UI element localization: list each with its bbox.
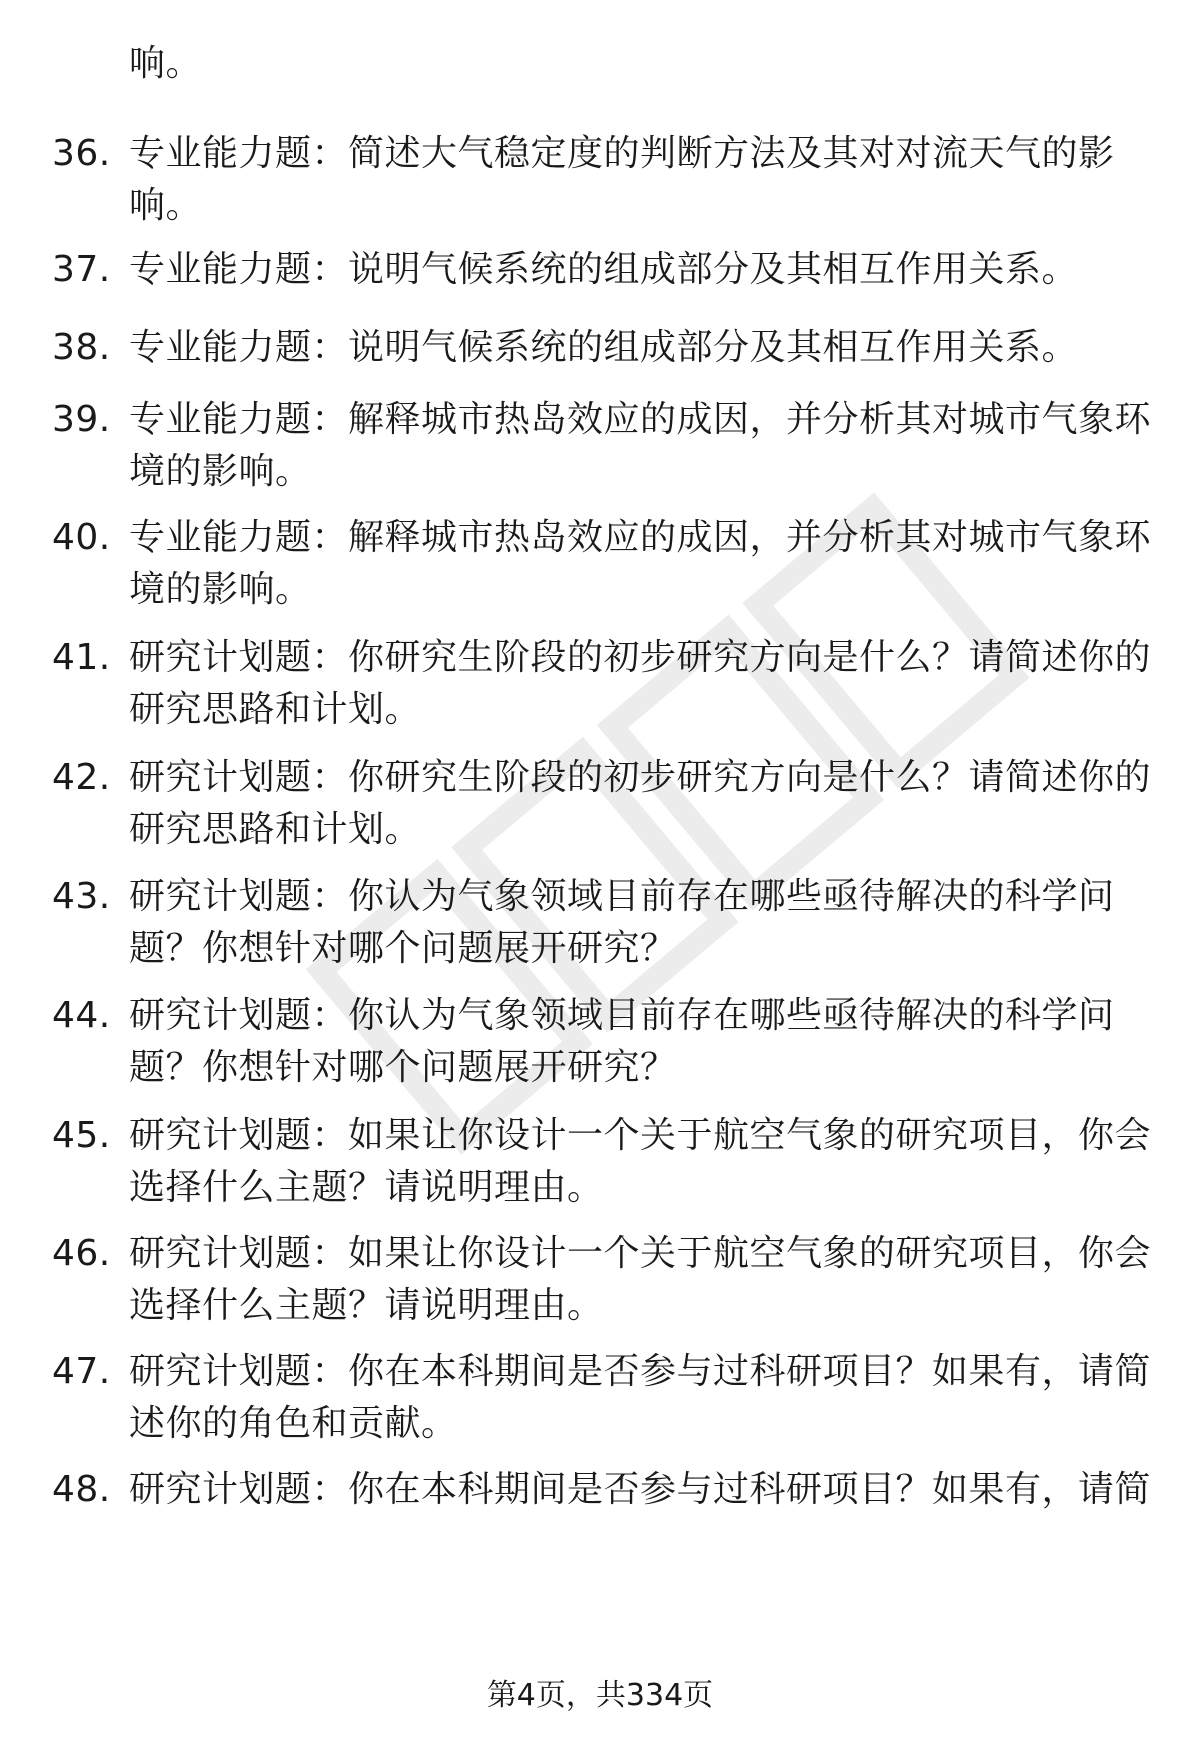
item-line: 境的影响。 [129, 569, 312, 610]
item-number: 44. [52, 995, 111, 1036]
item-number: 37. [52, 249, 111, 290]
item-number: 43. [52, 876, 111, 917]
item-line: 述你的角色和贡献。 [129, 1403, 458, 1444]
item-line: 专业能力题：解释城市热岛效应的成因，并分析其对城市气象环 [129, 399, 1152, 440]
item-line: 选择什么主题？请说明理由。 [129, 1167, 604, 1208]
item-number: 40. [52, 517, 111, 558]
page-footer: 第4页，共334页 [486, 1678, 714, 1713]
item-line: 研究计划题：如果让你设计一个关于航空气象的研究项目，你会 [129, 1115, 1152, 1156]
item-line: 选择什么主题？请说明理由。 [129, 1285, 604, 1326]
item-line: 研究计划题：你认为气象领域目前存在哪些亟待解决的科学问 [129, 876, 1115, 917]
item-line: 响。 [129, 43, 203, 84]
item-line: 境的影响。 [129, 451, 312, 492]
item-line: 研究计划题：你研究生阶段的初步研究方向是什么？请简述你的 [129, 757, 1152, 798]
item-line: 研究思路和计划。 [129, 809, 422, 850]
item-number: 42. [52, 757, 111, 798]
item-line: 研究计划题：如果让你设计一个关于航空气象的研究项目，你会 [129, 1233, 1152, 1274]
item-line: 题？你想针对哪个问题展开研究？ [129, 928, 677, 969]
item-number: 41. [52, 637, 111, 678]
item-line: 响。 [129, 185, 203, 226]
item-line: 专业能力题：说明气候系统的组成部分及其相互作用关系。 [129, 327, 1079, 368]
item-number: 36. [52, 133, 111, 174]
item-line: 研究计划题：你在本科期间是否参与过科研项目？如果有，请简 [129, 1469, 1152, 1510]
item-number: 45. [52, 1115, 111, 1156]
item-line: 专业能力题：说明气候系统的组成部分及其相互作用关系。 [129, 249, 1079, 290]
item-number: 47. [52, 1351, 111, 1392]
item-number: 38. [52, 327, 111, 368]
item-line: 专业能力题：解释城市热岛效应的成因，并分析其对城市气象环 [129, 517, 1152, 558]
item-number: 46. [52, 1233, 111, 1274]
item-line: 研究计划题：你在本科期间是否参与过科研项目？如果有，请简 [129, 1351, 1152, 1392]
item-line: 研究思路和计划。 [129, 689, 422, 730]
item-line: 研究计划题：你研究生阶段的初步研究方向是什么？请简述你的 [129, 637, 1152, 678]
item-line: 专业能力题：简述大气稳定度的判断方法及其对对流天气的影 [129, 133, 1115, 174]
item-line: 研究计划题：你认为气象领域目前存在哪些亟待解决的科学问 [129, 995, 1115, 1036]
item-number: 39. [52, 399, 111, 440]
item-line: 题？你想针对哪个问题展开研究？ [129, 1047, 677, 1088]
item-number: 48. [52, 1469, 111, 1510]
